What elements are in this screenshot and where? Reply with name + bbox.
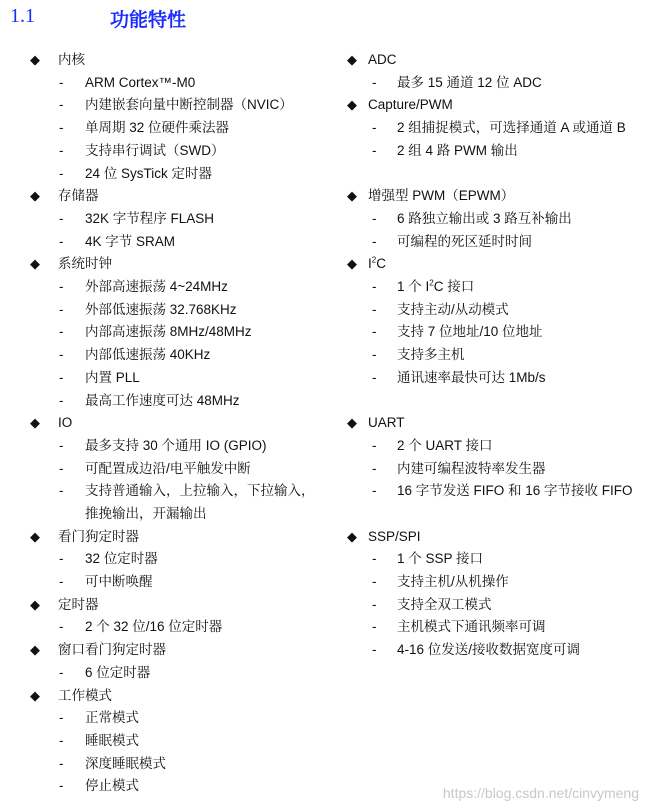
dash-bullet-icon: - <box>59 301 64 317</box>
feature-item <box>0 276 340 299</box>
feature-item <box>0 730 340 753</box>
dash-bullet-icon: - <box>372 120 377 136</box>
dash-bullet-icon: - <box>59 574 64 590</box>
feature-item-text: 内部低速振荡 40KHz <box>85 347 211 363</box>
dash-bullet-icon: - <box>372 437 377 453</box>
feature-group-label: 定时器 <box>58 596 99 612</box>
diamond-bullet-icon: ◆ <box>30 415 40 431</box>
feature-group <box>0 594 340 617</box>
dash-bullet-icon: - <box>59 392 64 408</box>
feature-item <box>0 344 340 367</box>
feature-item <box>311 231 647 254</box>
dash-bullet-icon: - <box>372 551 377 567</box>
feature-item <box>311 639 647 662</box>
diamond-bullet-icon: ◆ <box>30 642 40 658</box>
feature-group <box>0 685 340 708</box>
feature-item-text: 外部高速振荡 4~24MHz <box>85 278 228 294</box>
feature-item-text: 外部低速振荡 32.768KHz <box>85 301 237 317</box>
feature-group <box>0 49 340 72</box>
feature-group-label: 存储器 <box>58 188 99 204</box>
feature-group-label: ADC <box>368 52 397 67</box>
dash-bullet-icon: - <box>372 278 377 294</box>
feature-item-text: 支持全双工模式 <box>397 596 492 612</box>
feature-item <box>311 72 647 95</box>
feature-item-text: 可配置成边沿/电平触发中断 <box>85 460 251 476</box>
feature-group-label: 增强型 PWM（EPWM） <box>368 188 515 204</box>
feature-item <box>311 276 647 299</box>
feature-item <box>0 72 340 95</box>
feature-item <box>0 480 340 525</box>
feature-item <box>311 208 647 231</box>
feature-item <box>0 117 340 140</box>
feature-item-text: 内部高速振荡 8MHz/48MHz <box>85 324 252 340</box>
feature-item-text: 1 个 $I^2C$ 接口 <box>397 278 475 294</box>
feature-item-text: 1 个 SSP 接口 <box>397 551 484 567</box>
dash-bullet-icon: - <box>372 324 377 340</box>
dash-bullet-icon: - <box>59 233 64 249</box>
feature-item-text: 2 组捕捉模式，可选择通道 A 或通道 B <box>397 120 626 136</box>
superscript: 2 <box>371 255 377 265</box>
superscript: 2 <box>429 278 434 288</box>
dash-bullet-icon: - <box>372 596 377 612</box>
feature-item <box>311 458 647 481</box>
feature-group-label: IO <box>58 415 73 431</box>
dash-bullet-icon: - <box>372 74 377 90</box>
diamond-bullet-icon: ◆ <box>30 596 40 612</box>
spacer <box>311 162 647 185</box>
diamond-bullet-icon: ◆ <box>347 52 357 67</box>
feature-item <box>0 208 340 231</box>
feature-group <box>0 253 340 276</box>
feature-group-label: Capture/PWM <box>368 97 453 113</box>
feature-item-text: 2 个 UART 接口 <box>397 437 493 453</box>
feature-item <box>0 753 340 776</box>
dash-bullet-icon: - <box>59 483 64 499</box>
dash-bullet-icon: - <box>59 732 64 748</box>
feature-item <box>0 775 340 798</box>
feature-group-label: 系统时钟 <box>58 256 112 272</box>
feature-item <box>311 344 647 367</box>
feature-group-label: SSP/SPI <box>368 528 421 544</box>
feature-item <box>0 163 340 186</box>
feature-item <box>0 548 340 571</box>
dash-bullet-icon: - <box>372 574 377 590</box>
dash-bullet-icon: - <box>59 278 64 294</box>
dash-bullet-icon: - <box>372 233 377 249</box>
diamond-bullet-icon: ◆ <box>30 528 40 544</box>
feature-item <box>0 435 340 458</box>
feature-item-text: 4-16 位发送/接收数据宽度可调 <box>397 642 581 658</box>
dash-bullet-icon: - <box>59 437 64 453</box>
left-feature-column <box>0 49 340 798</box>
feature-item-text: 2 个 32 位/16 位定时器 <box>85 619 223 635</box>
feature-item <box>0 458 340 481</box>
feature-item-text: 支持主机/从机操作 <box>397 574 509 590</box>
feature-item-text: 正常模式 <box>85 710 139 726</box>
feature-item <box>0 390 340 413</box>
feature-group-label: 工作模式 <box>58 687 112 703</box>
diamond-bullet-icon: ◆ <box>30 256 40 272</box>
dash-bullet-icon: - <box>59 619 64 635</box>
feature-group-label: $I^2C$ <box>368 255 386 272</box>
feature-item-text: 最高工作速度可达 48MHz <box>85 392 240 408</box>
diamond-bullet-icon: ◆ <box>347 528 357 544</box>
section-title: 功能特性 <box>110 10 187 31</box>
feature-item-text: 最多 15 通道 12 位 ADC <box>397 74 542 90</box>
feature-item <box>0 140 340 163</box>
feature-item <box>0 662 340 685</box>
dash-bullet-icon: - <box>59 551 64 567</box>
feature-group <box>0 185 340 208</box>
dash-bullet-icon: - <box>59 74 64 90</box>
feature-item-text: 6 路独立输出或 3 路互补输出 <box>397 210 572 226</box>
diamond-bullet-icon: ◆ <box>30 52 40 67</box>
feature-item-text: 通讯速率最快可达 1Mb/s <box>397 369 546 385</box>
dash-bullet-icon: - <box>59 210 64 226</box>
feature-item <box>0 321 340 344</box>
feature-item-text: 主机模式下通讯频率可调 <box>397 619 546 635</box>
feature-item <box>0 94 340 117</box>
dash-bullet-icon: - <box>372 642 377 658</box>
dash-bullet-icon: - <box>59 142 64 158</box>
feature-group-label: 窗口看门狗定时器 <box>58 642 166 658</box>
dash-bullet-icon: - <box>372 369 377 385</box>
feature-item <box>311 140 647 163</box>
diamond-bullet-icon: ◆ <box>347 188 357 204</box>
feature-item <box>311 435 647 458</box>
feature-item-text: 24 位 SysTick 定时器 <box>85 165 213 181</box>
diamond-bullet-icon: ◆ <box>347 256 357 272</box>
feature-group-label: 看门狗定时器 <box>58 528 139 544</box>
feature-item <box>311 571 647 594</box>
feature-group <box>0 526 340 549</box>
feature-group-label: UART <box>368 415 405 431</box>
section-number: 1.1 <box>10 5 35 27</box>
feature-item-text: 可中断唤醒 <box>85 574 153 590</box>
feature-item-text: ARM Cortex™-M0 <box>85 74 196 90</box>
feature-item-text: 支持串行调试（SWD） <box>85 142 225 158</box>
feature-item-text: 6 位定时器 <box>85 664 151 680</box>
dash-bullet-icon: - <box>59 460 64 476</box>
feature-item-text: 停止模式 <box>85 778 139 794</box>
right-feature-column <box>311 49 647 662</box>
feature-group <box>311 185 647 208</box>
diamond-bullet-icon: ◆ <box>30 188 40 204</box>
feature-item <box>311 117 647 140</box>
feature-item-text: 内建嵌套向量中断控制器（NVIC） <box>85 97 293 113</box>
feature-item <box>311 480 647 503</box>
feature-item <box>0 571 340 594</box>
dash-bullet-icon: - <box>372 301 377 317</box>
diamond-bullet-icon: ◆ <box>30 687 40 703</box>
dash-bullet-icon: - <box>59 778 64 794</box>
feature-item <box>0 367 340 390</box>
feature-item-text: 支持普通输入，上拉输入，下拉输入，推挽输出，开漏输出 <box>85 483 315 521</box>
feature-item-text: 4K 字节 SRAM <box>85 233 176 249</box>
feature-group <box>0 412 340 435</box>
dash-bullet-icon: - <box>372 210 377 226</box>
watermark: https://blog.csdn.net/cinvymeng <box>442 785 639 801</box>
feature-item <box>311 548 647 571</box>
diamond-bullet-icon: ◆ <box>347 97 357 113</box>
feature-item-text: 32 位定时器 <box>85 551 158 567</box>
feature-item-text: 支持 7 位地址/10 位地址 <box>397 324 543 340</box>
feature-group <box>311 412 647 435</box>
feature-group <box>0 639 340 662</box>
feature-item-text: 睡眠模式 <box>85 732 139 748</box>
feature-item <box>0 707 340 730</box>
dash-bullet-icon: - <box>59 97 64 113</box>
feature-item <box>311 299 647 322</box>
feature-item-text: 单周期 32 位硬件乘法器 <box>85 120 230 136</box>
feature-group-label: 内核 <box>58 52 85 67</box>
feature-item-text: 内置 PLL <box>85 369 140 385</box>
feature-item-text: 内建可编程波特率发生器 <box>397 460 546 476</box>
feature-item <box>311 616 647 639</box>
feature-item <box>311 321 647 344</box>
feature-item-text: 支持主动/从动模式 <box>397 301 509 317</box>
spacer <box>311 389 647 412</box>
feature-item-text: 深度睡眠模式 <box>85 755 166 771</box>
feature-group <box>311 94 647 117</box>
feature-item-text: 可编程的死区延时时间 <box>397 233 532 249</box>
feature-group <box>311 49 647 72</box>
feature-group <box>311 526 647 549</box>
dash-bullet-icon: - <box>59 324 64 340</box>
feature-item-text: 16 字节发送 FIFO 和 16 字节接收 FIFO <box>397 483 633 499</box>
dash-bullet-icon: - <box>59 664 64 680</box>
dash-bullet-icon: - <box>59 369 64 385</box>
feature-group <box>311 253 647 276</box>
dash-bullet-icon: - <box>372 347 377 363</box>
dash-bullet-icon: - <box>59 165 64 181</box>
dash-bullet-icon: - <box>59 710 64 726</box>
dash-bullet-icon: - <box>372 619 377 635</box>
diamond-bullet-icon: ◆ <box>347 415 357 431</box>
dash-bullet-icon: - <box>59 755 64 771</box>
dash-bullet-icon: - <box>372 460 377 476</box>
feature-item <box>0 231 340 254</box>
dash-bullet-icon: - <box>372 483 377 499</box>
feature-item <box>0 299 340 322</box>
feature-item <box>311 367 647 390</box>
feature-item-text: 2 组 4 路 PWM 输出 <box>397 142 518 158</box>
feature-item <box>0 616 340 639</box>
feature-item-text: 32K 字节程序 FLASH <box>85 210 215 226</box>
feature-item-text: 最多支持 30 个通用 IO (GPIO) <box>85 437 267 453</box>
dash-bullet-icon: - <box>372 142 377 158</box>
feature-item-text: 支持多主机 <box>397 347 465 363</box>
spacer <box>311 503 647 526</box>
dash-bullet-icon: - <box>59 120 64 136</box>
dash-bullet-icon: - <box>59 347 64 363</box>
feature-item <box>311 594 647 617</box>
